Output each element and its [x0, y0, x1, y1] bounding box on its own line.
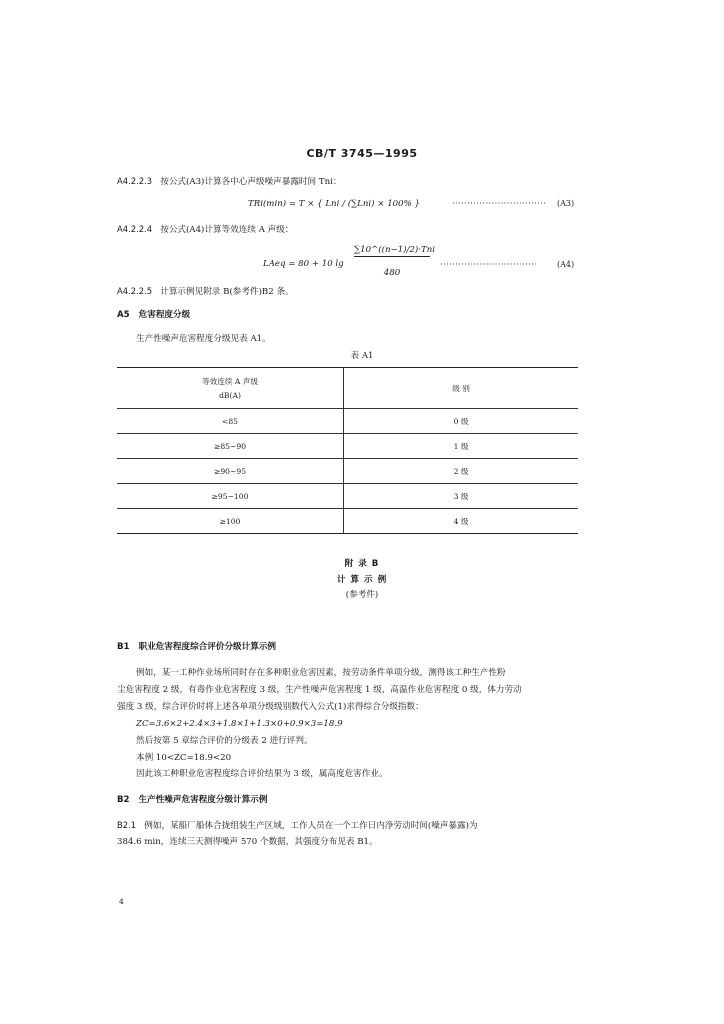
clause-a4-2-2-4	[117, 223, 293, 237]
b1-line: 尘危害程度 2 级，有毒作业危害程度 3 级，生产性噪声危害程度 1 级，高温作业危害程度 0 级，体力劳动	[117, 685, 522, 695]
formula-a4-lhs: LAeq = 80 + 10 lg	[263, 259, 344, 269]
appendix-title: 附 录 B	[344, 559, 380, 569]
cell-level: ≥100	[117, 509, 344, 534]
clause-number: B2.1	[117, 820, 137, 830]
clause-text: 计算示例见附录 B(参考件)B2 条。	[160, 287, 294, 297]
header-line-1: 等效连续 A 声级	[202, 377, 258, 386]
b1-line: 例如，某一工种作业场所同时存在多种职业危害因素，按劳动条件单项分级，测得该工种生产性粉	[136, 668, 506, 678]
appendix-subtitle: 计 算 示 例	[336, 575, 388, 585]
section-title: 生产性噪声危害程度分级计算示例	[138, 795, 268, 805]
page-header: CB/T 3745—1995	[306, 147, 418, 160]
cell-grade: 0 级	[344, 409, 579, 434]
cell-grade: 2 级	[344, 459, 579, 484]
cell-level: ≥90~95	[117, 459, 344, 484]
section-a5-heading	[117, 309, 190, 322]
section-title: 职业危害程度综合评价分级计算示例	[138, 642, 277, 652]
clause-text: 例如，某船厂船体合拢组装生产区域，工作人员在一个工作日内净劳动时间(噪声暴露)为	[144, 821, 478, 831]
table-row	[117, 434, 578, 459]
cell-level: ≥85~90	[117, 434, 344, 459]
table-row	[117, 509, 578, 534]
b1-equation: ZC=3.6×2+2.4×3+1.8×1+1.3×0+0.9×3=18.9	[136, 719, 343, 729]
b2-1-line-2: 384.6 min，连续三天测得噪声 570 个数据，其强度分布见表 B1。	[117, 837, 378, 847]
formula-a3-leader: ·······························	[452, 199, 547, 208]
b1-line: 然后按第 5 章综合评价的分级表 2 进行评判。	[136, 736, 313, 746]
clause-b2-1	[117, 819, 478, 833]
table-row	[117, 409, 578, 434]
section-b2-heading	[117, 794, 267, 807]
clause-number: A4.2.2.3	[117, 176, 153, 186]
table-row	[117, 459, 578, 484]
table-header-row	[117, 368, 578, 409]
cell-grade: 4 级	[344, 509, 579, 534]
clause-text: 按公式(A3)计算各中心声级噪声暴露时间 Tni：	[160, 177, 342, 187]
table-header-grade: 级 别	[344, 368, 579, 409]
header-line-2: dB(A)	[219, 391, 241, 400]
section-number: B1	[117, 642, 130, 652]
formula-a4-leader: ································	[440, 260, 538, 269]
section-number: B2	[117, 795, 130, 805]
page-number: 4	[119, 897, 124, 906]
clause-a4-2-2-3	[117, 175, 341, 189]
table-row	[117, 484, 578, 509]
table-a1	[117, 367, 578, 534]
clause-number: A4.2.2.5	[117, 286, 153, 296]
formula-a3-tag: (A3)	[557, 199, 575, 208]
formula-a4-denominator: 480	[383, 268, 401, 278]
clause-a4-2-2-5	[117, 285, 294, 299]
formula-a3: TRi(min) = T × { Lni / (∑Lni) × 100% }	[248, 199, 420, 209]
clause-number: A4.2.2.4	[117, 224, 153, 234]
section-title: 危害程度分级	[138, 310, 191, 320]
clause-text: 按公式(A4)计算等效连续 A 声级：	[160, 225, 294, 235]
b1-line: 强度 3 级，综合评价时将上述各单项分级级别数代入公式(1)求得综合分级指数：	[117, 702, 424, 712]
formula-a4-numerator: ∑10^((n−1)/2)·Tni	[354, 245, 435, 255]
cell-grade: 3 级	[344, 484, 579, 509]
cell-level: ≥95~100	[117, 484, 344, 509]
table-header-level	[117, 368, 344, 409]
section-number: A5	[117, 310, 130, 320]
cell-level: <85	[117, 409, 344, 434]
appendix-note: (参考件)	[345, 590, 379, 600]
section-b1-heading	[117, 641, 276, 654]
cell-grade: 1 级	[344, 434, 579, 459]
table-caption: 表 A1	[350, 351, 374, 361]
b1-line: 因此该工种职业危害程度综合评价结果为 3 级，属高度危害作业。	[136, 769, 388, 779]
formula-a4-tag: (A4)	[557, 260, 575, 269]
a5-paragraph: 生产性噪声危害程度分级见表 A1。	[136, 334, 271, 344]
b1-line: 本例 10<ZC=18.9<20	[136, 753, 232, 763]
